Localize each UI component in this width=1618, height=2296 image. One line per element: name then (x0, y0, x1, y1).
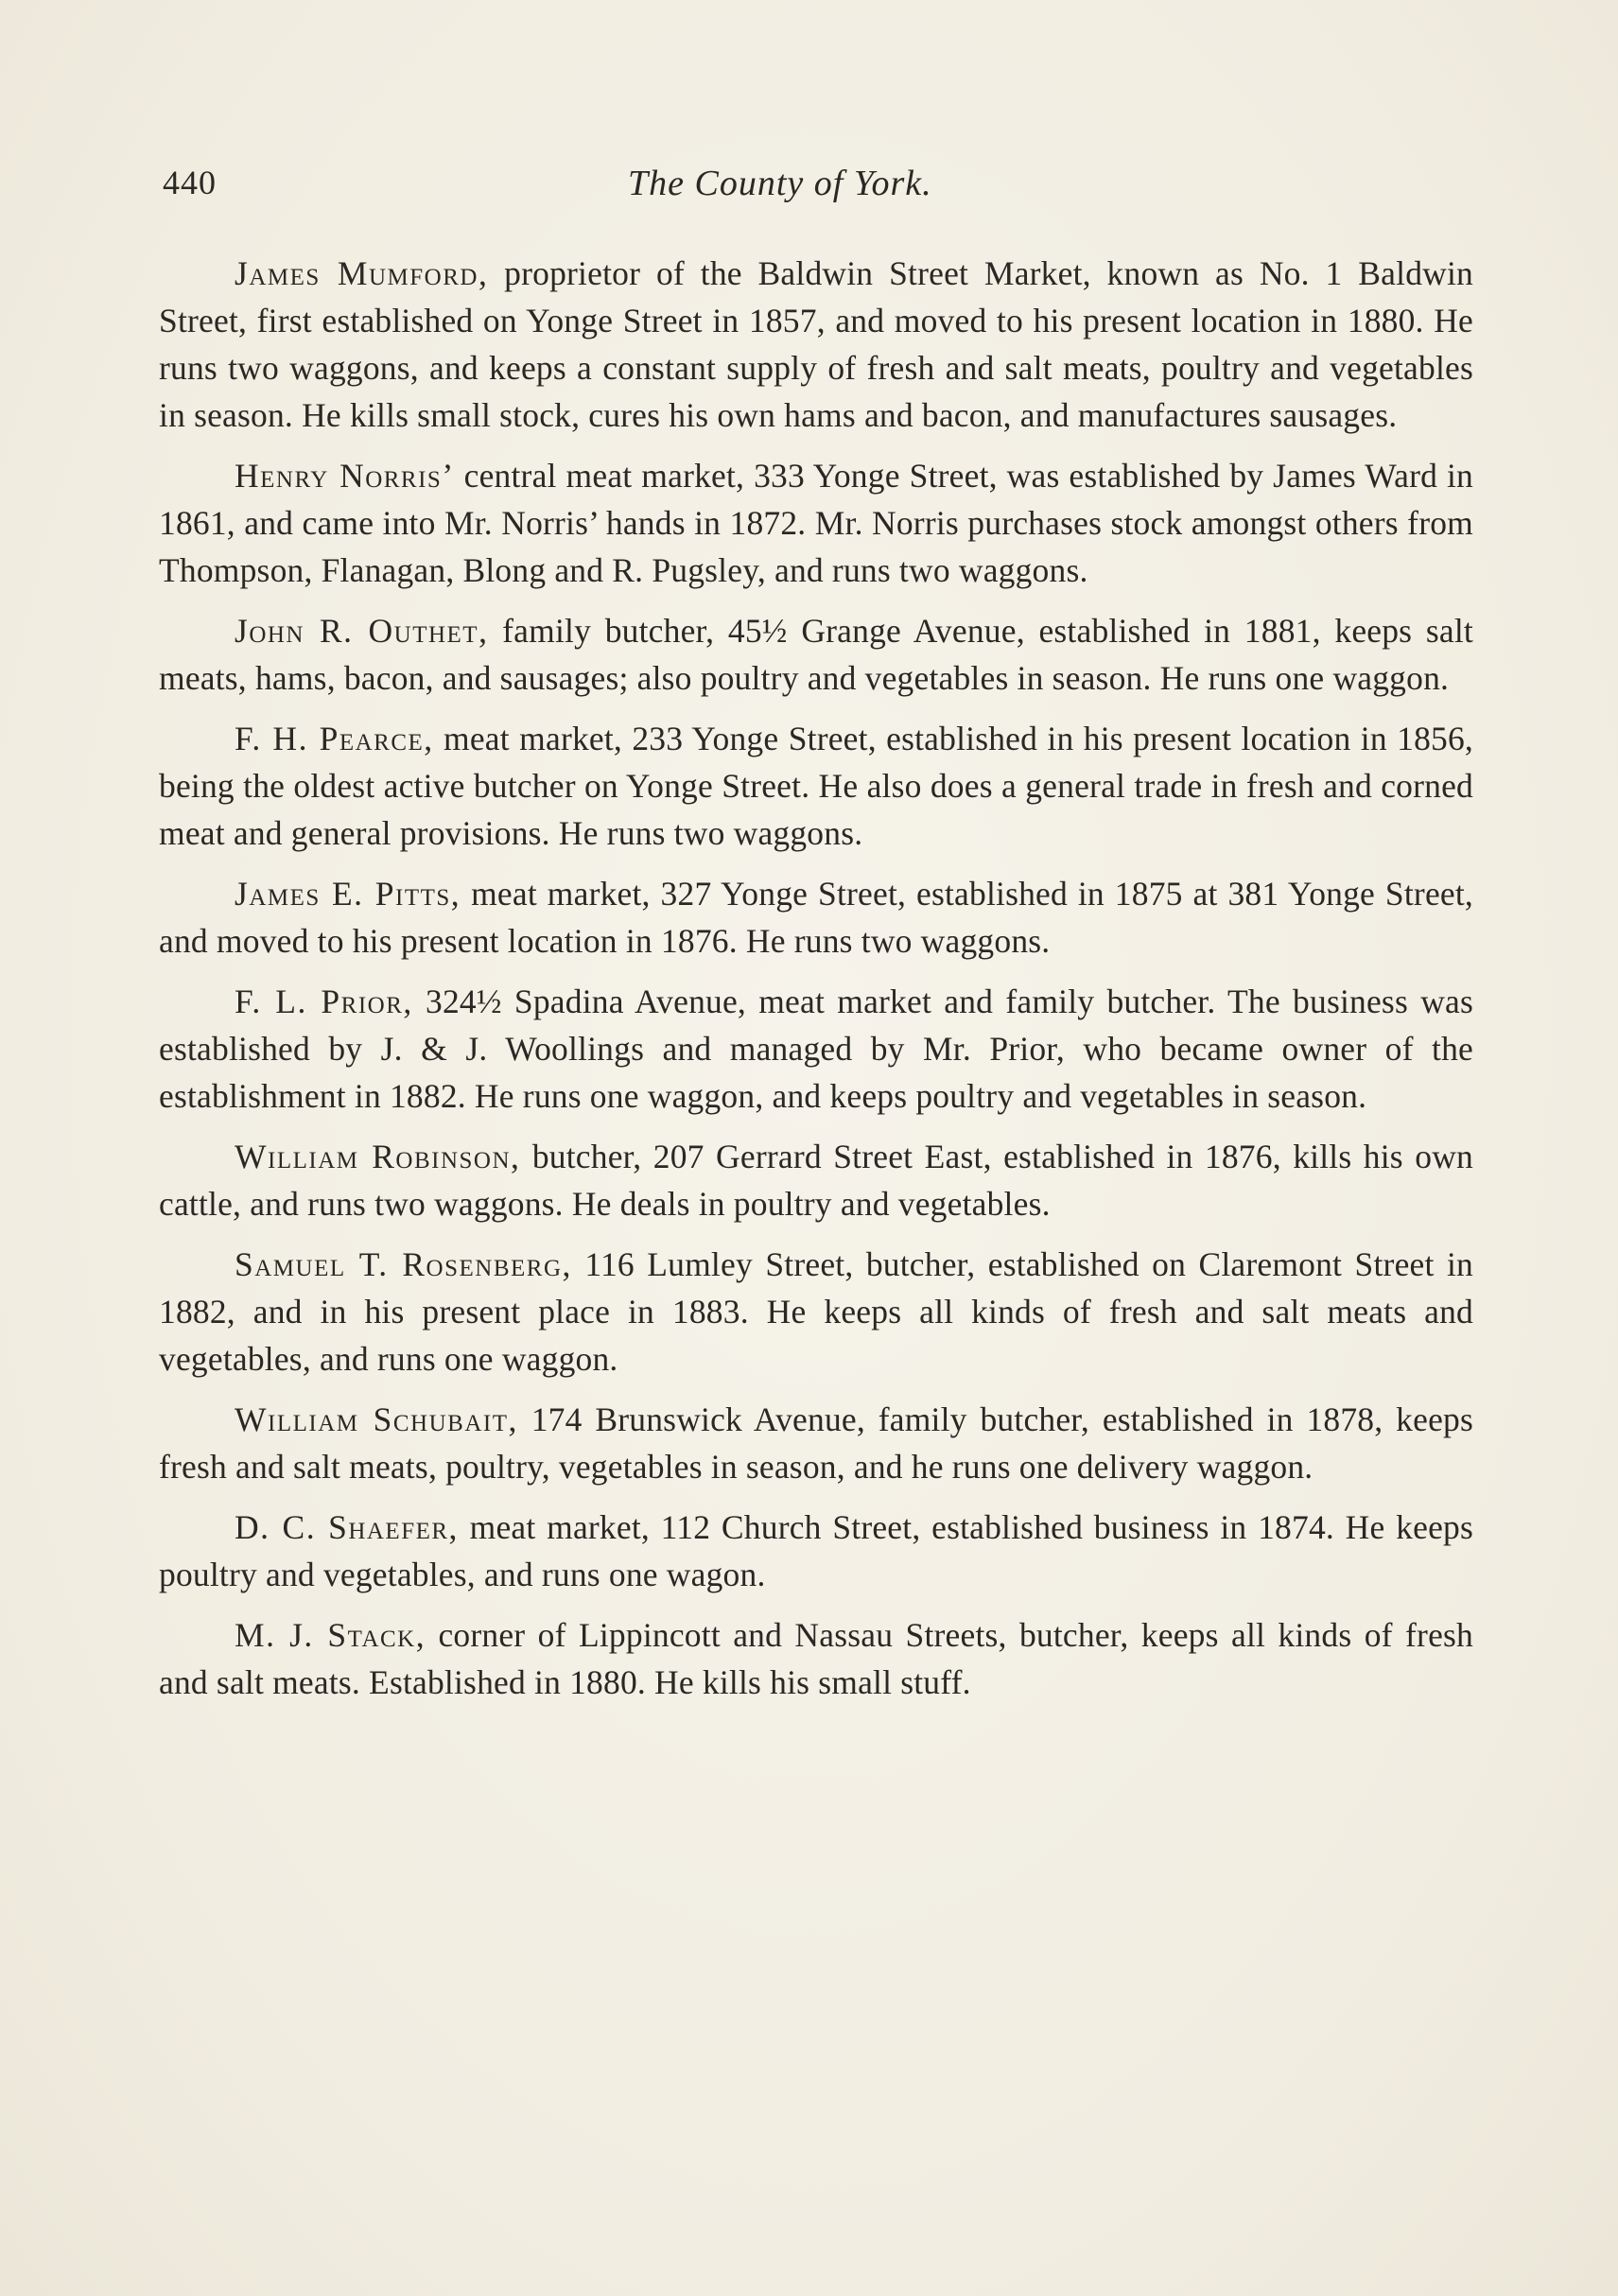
page-header (163, 163, 1458, 210)
entry-text: 324½ Spadina Avenue, meat market and family butcher. The business was established by J. & J. Woollings and managed by Mr. Prior, who became owner of the establishment in 1882. He runs one waggon, and keeps poultry and vegetables in season. (159, 983, 1474, 1115)
page-number: 440 (163, 164, 217, 201)
entry-name: James Mumford, (235, 254, 489, 292)
entry-text: corner of Lippincott and Nassau Streets, butcher, keeps all kinds of fresh and salt meats. Established in 1880. He kills his small stuff. (159, 1616, 1473, 1701)
entry-name: M. J. Stack, (235, 1616, 426, 1654)
entry-name: William Schubait, (235, 1400, 518, 1438)
entry-paragraph (159, 1611, 1473, 1706)
entry-paragraph (159, 870, 1473, 965)
running-title: The County of York. (628, 164, 932, 203)
entry-paragraph (159, 715, 1473, 857)
body-text (159, 250, 1473, 1719)
entry-paragraph (159, 250, 1473, 439)
entry-paragraph (159, 607, 1473, 702)
entry-name: F. H. Pearce, (235, 720, 434, 757)
entry-text: 174 Brunswick Avenue, family butcher, established in 1878, keeps fresh and salt meats, poultry, vegetables in season, and he runs one delivery waggon. (159, 1400, 1473, 1486)
entry-paragraph (159, 1133, 1473, 1227)
entry-text: 116 Lumley Street, butcher, established on Claremont Street in 1882, and in his present place in 1883. He keeps all kinds of fresh and salt meats and vegetables, and runs one waggon. (159, 1245, 1474, 1378)
entry-text: meat market, 327 Yonge Street, established in 1875 at 381 Yonge Street, and moved to his present location in 1876. He runs two waggons. (159, 875, 1473, 960)
entry-paragraph (159, 1504, 1473, 1598)
entry-paragraph (159, 978, 1473, 1120)
entry-name: James E. Pitts, (235, 875, 461, 913)
entry-name: D. C. Shaefer, (235, 1508, 459, 1546)
entry-text: proprietor of the Baldwin Street Market, known as No. 1 Baldwin Street, first established on Yonge Street in 1857, and moved to his present location in 1880. He runs two waggons, and keeps a constant supply of fresh and salt meats, poultry and vegetables in season. He kills small stock, cures his own hams and bacon, and manufactures sausages. (159, 254, 1474, 434)
entry-text: butcher, 207 Gerrard Street East, established in 1876, kills his own cattle, and runs two waggons. He deals in poultry and vegetables. (159, 1138, 1473, 1223)
entry-name: Henry Norris’ (235, 457, 455, 495)
entry-paragraph (159, 1396, 1473, 1490)
entry-text: meat market, 112 Church Street, established business in 1874. He keeps poultry and vegetables, and runs one wagon. (159, 1508, 1473, 1593)
entry-name: Samuel T. Rosenberg, (235, 1245, 572, 1283)
entry-text: central meat market, 333 Yonge Street, was established by James Ward in 1861, and came into Mr. Norris’ hands in 1872. Mr. Norris purchases stock amongst others from Thompson, Flanagan, Blong and R. Pugsley, and runs two waggons. (159, 457, 1474, 589)
entry-text: meat market, 233 Yonge Street, established in his present location in 1856, being the oldest active butcher on Yonge Street. He also does a general trade in fresh and corned meat and general provisions. He runs two waggons. (159, 720, 1473, 852)
entry-text: family butcher, 45½ Grange Avenue, established in 1881, keeps salt meats, hams, bacon, and sausages; also poultry and vegetables in season. He runs one waggon. (159, 612, 1473, 697)
entry-paragraph (159, 452, 1473, 594)
entry-paragraph (159, 1241, 1473, 1383)
entry-name: F. L. Prior, (235, 983, 413, 1020)
entry-name: William Robinson, (235, 1138, 521, 1175)
entry-name: John R. Outhet, (235, 612, 489, 650)
